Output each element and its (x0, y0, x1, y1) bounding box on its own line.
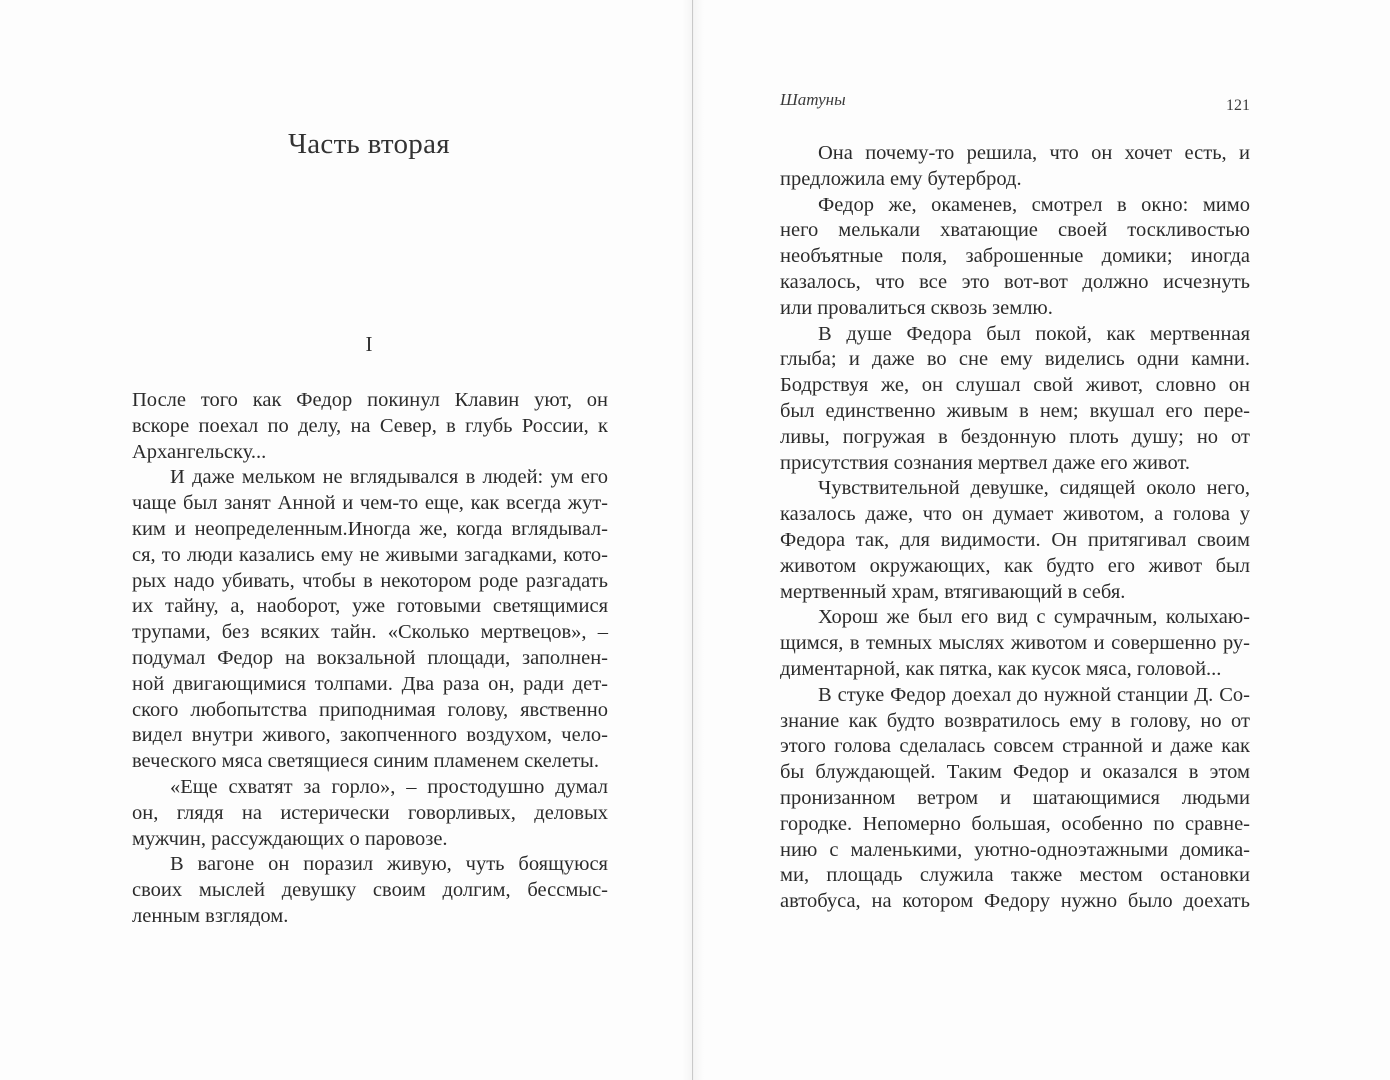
text-line: ливы, погружая в бездонную плоть душу; но от (780, 425, 1250, 448)
right-page-body (780, 141, 1250, 915)
page-number: 121 (1226, 97, 1250, 114)
text-line: Хорош же был его вид с сумрачным, колыхаю- (818, 606, 1250, 629)
text-line: присутствия сознания мертвел даже его живот. (780, 451, 1190, 474)
text-line: казалось, что все это вот-вот должно исчезнуть (780, 270, 1250, 293)
text-line: предложила ему бутерброд. (780, 167, 1022, 190)
text-line: трупами, без всяких тайн. «Сколько мертвецов», – (132, 621, 608, 644)
text-line: мертвенный храм, втягивающий в себя. (780, 580, 1126, 603)
text-line: ной двигающимися толпами. Два раза он, ради дет- (132, 672, 608, 695)
right-page (693, 0, 1390, 1080)
text-line: В вагоне он поразил живую, чуть боящуюся (170, 853, 608, 876)
text-line: И даже мельком не вглядывался в людей: ум его (170, 466, 608, 489)
chapter-number: I (365, 332, 373, 356)
text-line: ми, площадь служила также местом остановки (780, 864, 1250, 887)
text-line: рых надо убивать, чтобы в некотором роде разгадать (132, 569, 608, 592)
part-title: Часть вторая (288, 128, 450, 160)
text-line: мужчин, рассуждающих о паровозе. (132, 827, 448, 850)
text-line: В душе Федора был покой, как мертвенная (818, 322, 1250, 345)
text-line: нию с маленькими, уютно-одноэтажными домика- (780, 838, 1250, 861)
text-line: их тайну, а, наоборот, уже готовыми светящимися (132, 595, 608, 618)
text-line: бы блуждающей. Таким Федор и оказался в этом (780, 761, 1250, 784)
left-page-body (132, 388, 608, 930)
text-line: необъятные поля, заброшенные домики; иногда (780, 245, 1250, 268)
text-line: животом окружающих, как будто его живот был (780, 554, 1250, 577)
text-line: видел внутри живого, закопченного воздухом, чело- (132, 724, 608, 747)
text-line: казалось даже, что он думает животом, а голова у (780, 503, 1250, 526)
text-line: «Еще схватят за горло», – простодушно думал (170, 775, 608, 798)
text-line: или провалиться сквозь землю. (780, 296, 1053, 319)
running-head: Шатуны (780, 90, 846, 109)
text-line: После того как Федор покинул Клавин уют, он (132, 389, 608, 411)
text-line: своих мыслей девушку своим долгим, бессмыс- (132, 879, 608, 902)
text-line: В стуке Федор доехал до нужной станции Д. Со- (818, 683, 1250, 706)
text-line: чаще был занят Анной и чем-то еще, как всегда жут- (132, 492, 608, 515)
text-line: вскоре поехал по делу, на Север, в глубь России, к (132, 414, 608, 437)
text-line: глыба; и даже во сне ему виделись одни камни. (780, 348, 1250, 371)
text-line: него мелькали хватающие своей тоскливостью (780, 219, 1250, 242)
text-line: ким и неопределенным.Иногда же, когда вглядывал- (132, 517, 608, 540)
text-line: Она почему-то решила, что он хочет есть, и (818, 142, 1250, 164)
text-line: веческого мяса светящиеся синим пламенем скелеты. (132, 750, 599, 773)
text-line: диментарной, как пятка, как кусок мяса, головой... (780, 657, 1222, 680)
text-line: городке. Непомерно большая, особенно по сравне- (780, 812, 1250, 835)
text-line: был единственно живым в нем; вкушал его пере- (780, 399, 1250, 422)
text-line: Федор же, окаменев, смотрел в окно: мимо (818, 193, 1250, 216)
text-line: щимся, в темных мыслях животом и совершенно ру- (780, 632, 1250, 655)
left-page (0, 0, 692, 1080)
text-line: Бодрствуя же, он слушал свой живот, словно он (780, 374, 1250, 397)
text-line: Чувствительной девушке, сидящей около него, (818, 477, 1250, 500)
text-line: подумал Федор на вокзальной площади, заполнен- (132, 646, 608, 669)
text-line: он, глядя на истерически говорливых, деловых (132, 801, 608, 824)
text-line: пронизанном ветром и шатающимися людьми (780, 786, 1250, 809)
text-line: Архангельску... (132, 440, 267, 463)
text-line: ся, то люди казались ему не живыми загадками, кото- (132, 543, 608, 566)
text-line: Федора так, для видимости. Он притягивал своим (780, 528, 1250, 551)
text-line: автобуса, на котором Федору нужно было доехать (780, 890, 1250, 913)
text-line: ского любопытства приподнимая голову, явственно (132, 698, 608, 721)
text-line: этого голова сделалась совсем странной и даже как (780, 735, 1250, 758)
text-line: ленным взглядом. (132, 904, 289, 927)
text-line: знание как будто возвратилось ему в голову, но от (780, 709, 1250, 732)
